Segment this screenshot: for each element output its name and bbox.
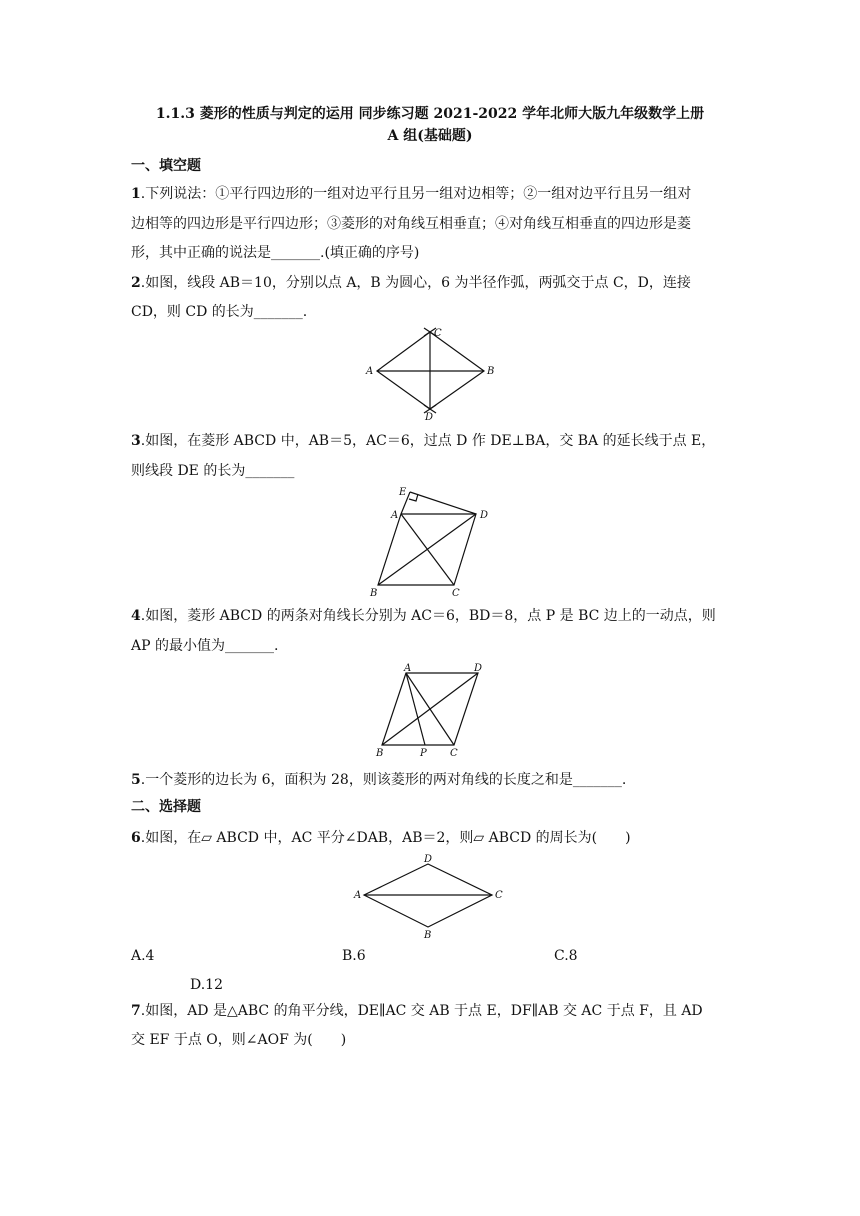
question-1-line-2: 边相等的四边形是平行四边形；③菱形的对角线互相垂直；④对角线互相垂直的四边形是菱 xyxy=(131,216,691,232)
label-c: C xyxy=(450,748,458,759)
question-2-line-2: CD，则 CD 的长为_______. xyxy=(131,304,308,320)
label-c: C xyxy=(434,328,442,339)
section-fill-in: 一、填空题 xyxy=(131,158,201,174)
label-e: E xyxy=(399,487,407,498)
question-3-line-2: 则线段 DE 的长为_______ xyxy=(131,463,295,479)
question-4-line-1: 4.如图，菱形 ABCD 的两条对角线长分别为 AC＝6，BD＝8，点 P 是 BC 边上的一动点，则 xyxy=(131,608,716,624)
label-d: D xyxy=(480,510,489,521)
question-number: 5 xyxy=(131,772,141,788)
figure-q6-parallelogram xyxy=(352,852,512,940)
label-a: A xyxy=(366,366,374,377)
right-angle-mark xyxy=(409,494,418,501)
question-7-line-1: 7.如图，AD 是△ABC 的角平分线，DE∥AC 交 AB 于点 E，DF∥AB 交 AC 于点 F，且 AD xyxy=(131,1003,703,1019)
figure-q4-rhombus xyxy=(372,660,492,760)
option-a: A.4 xyxy=(131,948,155,964)
label-c: C xyxy=(495,890,503,901)
option-d: D.12 xyxy=(190,977,223,993)
label-d: D xyxy=(474,663,483,674)
label-a: A xyxy=(391,510,399,521)
question-number: 4 xyxy=(131,608,141,624)
label-d: D xyxy=(425,412,434,423)
question-5-line-1: 5.一个菱形的边长为 6，面积为 28，则该菱形的两对角线的长度之和是_______. xyxy=(131,772,627,788)
question-4-line-2: AP 的最小值为_______. xyxy=(131,638,279,654)
question-7-line-2: 交 EF 于点 O，则∠AOF 为( ) xyxy=(131,1032,347,1048)
figure-q2-rhombus xyxy=(360,326,500,423)
question-number: 6 xyxy=(131,830,141,846)
section-choice: 二、选择题 xyxy=(131,799,201,815)
question-6-line-1: 6.如图，在▱ ABCD 中，AC 平分∠DAB，AB＝2，则▱ ABCD 的周长为( ) xyxy=(131,830,631,846)
question-2-line-1: 2.如图，线段 AB＝10，分别以点 A，B 为圆心，6 为半径作弧，两弧交于点 C，D，连接 xyxy=(131,275,691,291)
label-b: B xyxy=(487,366,495,377)
question-1-line-3: 形，其中正确的说法是_______.(填正确的序号) xyxy=(131,245,420,261)
question-number: 7 xyxy=(131,1003,141,1019)
question-number: 1 xyxy=(131,186,141,202)
label-c: C xyxy=(452,588,460,599)
segment-ap xyxy=(406,673,425,745)
question-1-line-1: 1.下列说法：①平行四边形的一组对边平行且另一组对边相等；②一组对边平行且另一组对 xyxy=(131,186,692,202)
question-3-line-1: 3.如图，在菱形 ABCD 中，AB＝5，AC＝6，过点 D 作 DE⊥BA，交 BA 的延长线于点 E， xyxy=(131,433,716,449)
label-b: B xyxy=(376,748,384,759)
label-a: A xyxy=(404,663,412,674)
option-b: B.6 xyxy=(342,948,366,964)
figure-q3-rhombus xyxy=(368,484,498,598)
segment-ed xyxy=(410,492,476,514)
document-subtitle: A 组(基础题) xyxy=(387,128,473,144)
label-p: P xyxy=(420,748,427,759)
option-c: C.8 xyxy=(554,948,578,964)
question-number: 3 xyxy=(131,433,141,449)
question-number: 2 xyxy=(131,275,141,291)
label-b: B xyxy=(370,588,378,599)
document-title: 1.1.3 菱形的性质与判定的运用 同步练习题 2021-2022 学年北师大版九年级数学上册 xyxy=(155,106,705,122)
diagonal-bd xyxy=(382,673,478,745)
label-b: B xyxy=(424,930,432,941)
label-a: A xyxy=(354,890,362,901)
diagonal-bd xyxy=(378,514,476,585)
label-d: D xyxy=(424,854,433,865)
